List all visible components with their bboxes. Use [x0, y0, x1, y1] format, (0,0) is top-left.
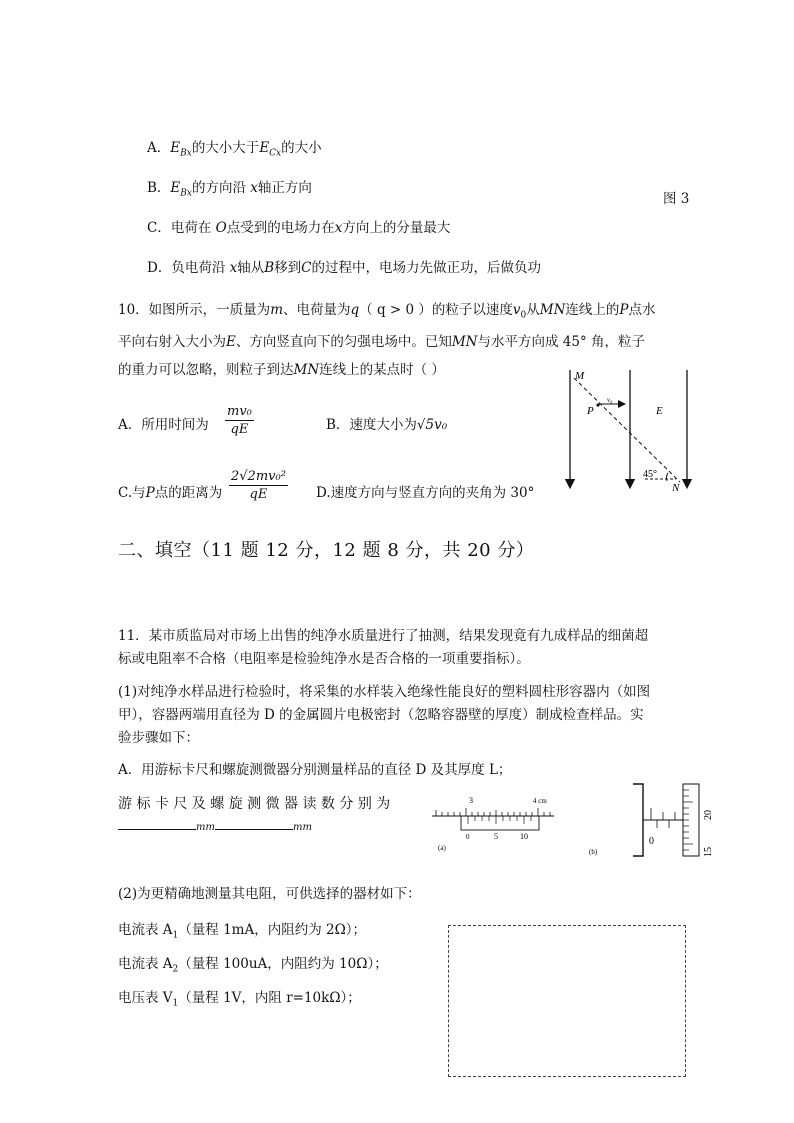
unit-mm: mm: [196, 822, 215, 833]
mn-line: [574, 378, 680, 482]
text: 点受到的电场力在: [226, 220, 335, 236]
var-x: x: [250, 180, 258, 196]
denominator: qE: [230, 422, 249, 437]
text: 的方向沿: [191, 180, 246, 196]
label-p: P: [587, 405, 594, 417]
text: 平向右射入大小为: [118, 334, 226, 350]
thimble-label-20: 20: [703, 810, 714, 820]
q11-intro-line-2: 标或电阻率不合格（电阻率是检验纯净水是否合格的一项重要指标）。: [118, 651, 530, 667]
q10-option-d: D.速度方向与竖直方向的夹角为 30°: [316, 485, 535, 501]
text: （量程 100uA，内阻约为 10Ω）；: [178, 956, 388, 972]
label-m: M: [575, 370, 585, 382]
q9-option-a: [147, 140, 322, 159]
sub-bx: Bx: [180, 188, 192, 199]
sub-cx: Cx: [269, 148, 282, 159]
text: D．负电荷沿: [147, 260, 226, 276]
text: 轴正方向: [257, 180, 312, 196]
var-m: m: [270, 302, 283, 318]
caliper-reading-blank[interactable]: [118, 819, 196, 830]
angle-arc: [666, 473, 668, 481]
q11-part1-line-2: 甲），容器两端用直径为 D 的金属圆片电极密封（忽略容器壁的厚度）制成检查样品。实: [118, 707, 644, 723]
q10-option-c: [118, 485, 222, 501]
condition: （ q > 0 ）: [359, 302, 432, 318]
q9-option-b: [147, 180, 312, 199]
q11-part2-intro: (2)为更精确地测量其电阻，可供选择的器材如下：: [118, 886, 421, 902]
q10-option-b: [326, 417, 447, 433]
q10-line-1: [118, 302, 655, 321]
q11-part1-line-1: (1)对纯净水样品进行检验时，将采集的水样装入绝缘性能良好的塑料圆柱形容器内（如图: [118, 684, 651, 700]
text: 电压表 V: [118, 990, 173, 1006]
q9-option-c: [147, 220, 450, 236]
micrometer-figure: [585, 780, 725, 860]
text: 的大小大于: [191, 140, 260, 156]
q10-field-diagram: [560, 362, 700, 497]
equipment-voltmeter-v1: [118, 990, 361, 1009]
var-c: C: [301, 260, 312, 276]
text: 电流表 A: [118, 956, 173, 972]
q11-intro-line-1: 11．某市质监局对市场上出售的纯净水质量进行了抽测，结果发现竟有九成样品的细菌超: [118, 628, 649, 644]
q11-step-a: A．用游标卡尺和螺旋测微器分别测量样品的直径 D 及其厚度 L；: [118, 762, 512, 778]
subscript: 2: [172, 964, 179, 975]
sub-0: 0: [520, 310, 527, 321]
thimble-ticks: [683, 790, 693, 850]
vernier-label-5: 5: [494, 832, 498, 841]
vernier-caliper-figure: [428, 794, 558, 856]
text: 连线上的某点时（ ）: [319, 362, 445, 378]
text: 方向上的分量最大: [342, 220, 451, 236]
text: C．电荷在: [147, 220, 212, 236]
var-b: B: [264, 260, 275, 276]
unit-mm: mm: [292, 822, 312, 833]
subscript: 1: [172, 930, 179, 941]
text: 点的距离为: [154, 485, 223, 501]
text: 点水: [628, 302, 656, 318]
main-scale-label-3: 3: [469, 796, 473, 805]
text: B．速度大小为: [326, 417, 417, 433]
vernier-scale-ticks: [468, 816, 531, 824]
text: 连线上的: [565, 302, 620, 318]
text: （量程 1V，内阻 r=10kΩ）；: [178, 990, 361, 1006]
text: 电流表 A: [118, 922, 173, 938]
text: 、方向竖直向下的匀强电场中。已知: [235, 334, 452, 350]
equipment-ammeter-a1: [118, 922, 366, 941]
q10-option-a-fraction: [225, 404, 254, 437]
q10-line-2: [118, 334, 645, 350]
var-mn: MN: [293, 362, 320, 378]
text: 的过程中，电场力先做正功，后做负功: [311, 260, 542, 276]
var-e: E: [226, 334, 236, 350]
sleeve-ticks: [651, 808, 675, 828]
q11-part1-line-3: 验步骤如下：: [118, 730, 199, 746]
circuit-diagram-answer-box[interactable]: [448, 925, 686, 1077]
q10-line-3: [118, 362, 445, 378]
option-label: B．: [147, 180, 171, 196]
var-p: P: [145, 485, 155, 501]
var-v: v: [512, 302, 521, 318]
option-label: A．: [147, 140, 171, 156]
main-scale-label-4cm: 4 cm: [533, 797, 547, 805]
numerator: 2√2mv₀²: [231, 469, 286, 484]
thimble-label-15: 15: [703, 847, 714, 857]
point-p: [596, 403, 599, 406]
text: （量程 1mA，内阻约为 2Ω）；: [178, 922, 367, 938]
main-scale-ticks: [436, 808, 550, 816]
text: 从: [526, 302, 540, 318]
label-e: E: [656, 405, 663, 417]
q11-reading-blanks: [118, 819, 312, 834]
text: 的粒子以速度: [431, 302, 513, 318]
denominator: qE: [249, 487, 268, 502]
label-n: N: [672, 482, 680, 494]
var-mn: MN: [539, 302, 566, 318]
var-mn: MN: [451, 334, 478, 350]
numerator: mv₀: [227, 404, 252, 419]
sleeve-label-0: 0: [649, 836, 654, 847]
var-x: x: [229, 260, 238, 276]
text: 的大小: [281, 140, 322, 156]
vernier-label-10: 10: [520, 832, 528, 841]
q9-option-d: [147, 260, 541, 276]
text: 轴从: [237, 260, 265, 276]
var-x: x: [334, 220, 343, 236]
var-e: E: [170, 180, 181, 196]
label-angle: 45°: [643, 469, 657, 480]
text: 的重力可以忽略，则粒子到达: [118, 362, 294, 378]
text: 与水平方向成 45° 角，粒子: [477, 334, 646, 350]
micrometer-reading-blank[interactable]: [215, 819, 293, 830]
text: 10．如图所示，一质量为: [118, 302, 271, 318]
label-v0: v₀: [607, 396, 613, 404]
equipment-ammeter-a2: [118, 956, 388, 975]
micrometer-frame: [633, 784, 643, 856]
q11-reading-prompt: 游 标 卡 尺 及 螺 旋 测 微 器 读 数 分 别 为: [118, 796, 391, 812]
var-o: O: [215, 220, 227, 236]
micrometer-caption: (b): [589, 848, 598, 856]
subscript: 1: [172, 998, 179, 1009]
sub-bx: Bx: [180, 148, 192, 159]
vernier-label-0: 0: [466, 833, 470, 841]
text: 移到: [274, 260, 302, 276]
text: 、电荷量为: [283, 302, 351, 318]
var-q: q: [350, 302, 360, 318]
q10-option-a: A．所用时间为: [118, 417, 209, 433]
q10-option-c-fraction: [229, 469, 288, 502]
var-p: P: [619, 302, 629, 318]
caliper-caption: (a): [438, 844, 446, 852]
section-heading: 二、填空（11 题 12 分，12 题 8 分，共 20 分）: [118, 540, 535, 561]
var-e: E: [170, 140, 181, 156]
text: C.与: [118, 485, 146, 501]
figure-3-label: 图 3: [663, 191, 690, 207]
vernier-scale: [461, 816, 539, 830]
value: √5v₀: [416, 417, 448, 433]
var-e: E: [259, 140, 270, 156]
